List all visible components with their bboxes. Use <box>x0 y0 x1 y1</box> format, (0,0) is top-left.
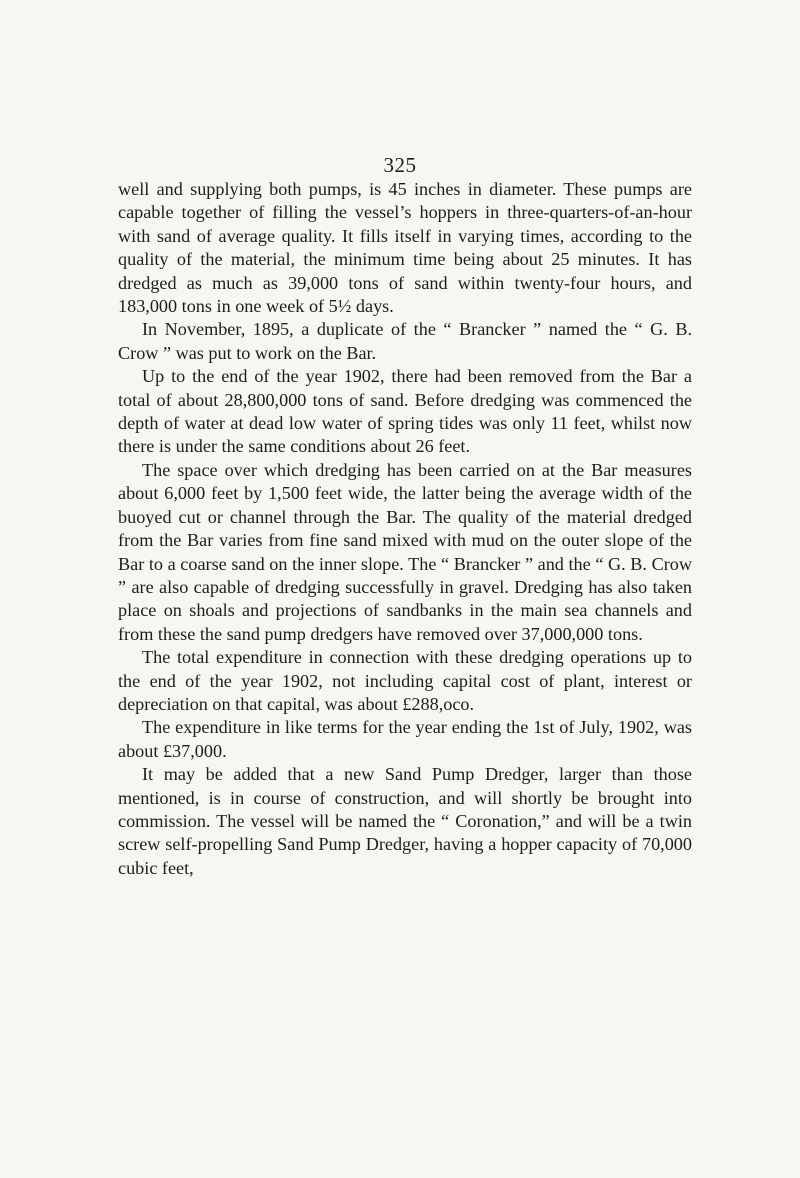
paragraph-1: well and supplying both pumps, is 45 inches in diameter. These pumps are capable together of filling the vessel’s hoppers in three-quarters-of-an-hour with sand of average quality. It fills itself in varying times, according to the quality of the material, the minimum time being about 25 minutes. It has dredged as much as 39,000 tons of sand within twenty-four hours, and 183,000 tons in one week of 5½ days. <box>118 179 692 317</box>
paragraph-4: The space over which dredging has been carried on at the Bar measures about 6,000 feet by 1,500 feet wide, the latter being the average width of the buoyed cut or channel through the Bar. The quality of the material dredged from the Bar varies from fine sand mixed with mud on the outer slope of the Bar to a coarse sand on the inner slope. The “ Brancker ” and the “ G. B. Crow ” are also capable of dredging successfully in gravel. Dredging has also taken place on shoals and projections of sandbanks in the main sea channels and from these the sand pump dredgers have removed over 37,000,000 tons. <box>118 459 692 644</box>
page-number: 325 <box>383 153 417 177</box>
paragraph-5: The total expenditure in connection with these dredging operations up to the end of the year 1902, not including capital cost of plant, interest or depreciation on that capital, was about £288,oco. <box>118 647 692 714</box>
paragraph-6: The expenditure in like terms for the year ending the 1st of July, 1902, was about £37,000. <box>118 717 692 761</box>
paragraph-2: In November, 1895, a duplicate of the “ Brancker ” named the “ G. B. Crow ” was put to work on the Bar. <box>118 319 692 363</box>
paragraph-3: Up to the end of the year 1902, there had been removed from the Bar a total of about 28,800,000 tons of sand. Before dredging was commenced the depth of water at dead low water of spring tides was only 11 feet, whilst now there is under the same conditions about 26 feet. <box>118 366 692 457</box>
body-text <box>118 178 692 880</box>
paragraph-7: It may be added that a new Sand Pump Dredger, larger than those mentioned, is in course of construction, and will shortly be brought into commission. The vessel will be named the “ Coronation,” and will be a twin screw self-propelling Sand Pump Dredger, having a hopper capacity of 70,000 cubic feet, <box>118 764 692 878</box>
